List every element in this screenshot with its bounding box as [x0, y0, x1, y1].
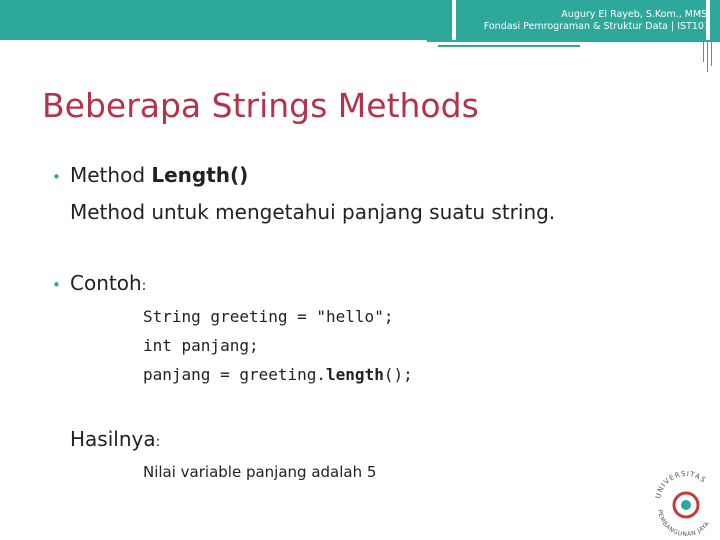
logo-top-arc: UNIVERSITAS: [654, 469, 708, 500]
header-course: Fondasi Pemrograman & Struktur Data | IST101: [483, 21, 710, 32]
university-logo-icon: [648, 462, 720, 540]
example-label: Contoh: [70, 271, 142, 295]
header-info: [484, 9, 710, 33]
bullet-dot: •: [52, 168, 61, 186]
result-text: Nilai variable panjang adalah 5: [143, 463, 377, 481]
slide-title: Beberapa Strings Methods: [42, 86, 479, 125]
bullet-method-length: [70, 163, 248, 187]
bullet-dot: •: [52, 276, 61, 294]
header-bar-edge: [710, 0, 720, 40]
logo-center: [681, 500, 691, 510]
result-label: Hasilnya: [70, 427, 156, 451]
code-part: panjang = greeting.: [143, 365, 327, 384]
header-underline: [427, 40, 720, 42]
logo-bottom-arc: PEMBANGUNAN JAYA: [655, 509, 712, 539]
header-tick: [703, 40, 704, 62]
header-bar: [0, 0, 452, 40]
code-line: String greeting = "hello";: [143, 307, 394, 326]
method-name: Length(): [151, 163, 249, 187]
logo-bottom-text: [656, 509, 711, 538]
header-tick: [711, 40, 712, 66]
header-tick: [707, 40, 708, 72]
header-underline-short: [438, 45, 580, 47]
code-method: length: [326, 365, 384, 384]
code-part: ();: [383, 365, 413, 384]
bullet-prefix: Method: [70, 163, 152, 187]
header-author: Augury El Rayeb, S.Kom., MMSI: [561, 9, 710, 20]
example-colon: :: [141, 278, 147, 294]
method-description: Method untuk mengetahui panjang suatu string.: [70, 200, 556, 224]
result-colon: :: [155, 434, 161, 450]
result-heading: [70, 427, 160, 451]
code-line: [143, 365, 413, 384]
bullet-example: [70, 271, 146, 295]
code-line: int panjang;: [143, 336, 259, 355]
